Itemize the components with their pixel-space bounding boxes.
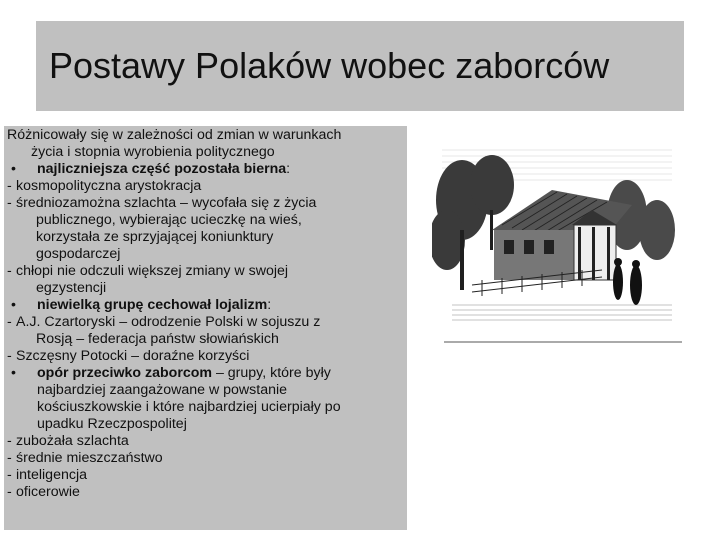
dash-item-text: inteligencja bbox=[16, 467, 87, 483]
dash-item bbox=[4, 195, 407, 263]
dash-glyph: - bbox=[7, 467, 12, 483]
intro-paragraph bbox=[4, 127, 407, 161]
dash-glyph: - bbox=[7, 195, 12, 211]
dash-item-text: gospodarczej bbox=[36, 246, 121, 262]
dash-item bbox=[4, 433, 407, 450]
content-box bbox=[4, 126, 407, 530]
dash-glyph: - bbox=[7, 178, 12, 194]
dash-item-text: oficerowie bbox=[16, 484, 80, 500]
bullet-glyph: • bbox=[11, 161, 16, 177]
dash-item-text: Szczęsny Potocki – doraźne korzyści bbox=[16, 348, 250, 364]
dash-item-text: korzystała ze sprzyjającej koniunktury bbox=[36, 229, 274, 245]
dash-glyph: - bbox=[7, 433, 12, 449]
dash-item bbox=[4, 314, 407, 348]
bullet-resistance-line: upadku Rzeczpospolitej bbox=[37, 416, 187, 432]
dash-item-text: publicznego, wybierając ucieczkę na wieś, bbox=[36, 212, 302, 228]
bullet-loyal-bold: niewielką grupę cechował lojalizm bbox=[37, 297, 268, 313]
dash-glyph: - bbox=[7, 263, 12, 279]
dash-item bbox=[4, 178, 407, 195]
dash-item bbox=[4, 263, 407, 297]
dash-item bbox=[4, 348, 407, 365]
dash-item bbox=[4, 450, 407, 467]
bullet-passive bbox=[4, 161, 407, 178]
bullet-glyph: • bbox=[11, 297, 16, 313]
dash-item-text: średniozamożna szlachta – wycofała się z życia bbox=[16, 195, 317, 211]
bullet-resistance bbox=[4, 365, 407, 433]
intro-line-1: Różnicowały się w zależności od zmian w warunkach bbox=[7, 127, 342, 143]
dash-glyph: - bbox=[7, 484, 12, 500]
slide-title: Postawy Polaków wobec zaborców bbox=[49, 45, 610, 86]
dash-item-text: kosmopolityczna arystokracja bbox=[16, 178, 202, 194]
manor-house-engraving bbox=[432, 130, 690, 350]
dash-glyph: - bbox=[7, 314, 12, 330]
dash-glyph: - bbox=[7, 450, 12, 466]
title-bar bbox=[36, 21, 684, 111]
bullet-passive-bold: najliczniejsza część pozostała bierna bbox=[37, 161, 287, 177]
bullet-resistance-line: najbardziej zaangażowane w powstanie bbox=[37, 382, 288, 398]
bullet-glyph: • bbox=[11, 365, 16, 381]
dash-glyph: - bbox=[7, 348, 12, 364]
bullet-resistance-tail: – grupy, które były bbox=[212, 365, 331, 381]
dash-item bbox=[4, 484, 407, 501]
bullet-loyal-tail: : bbox=[267, 297, 272, 313]
bullet-loyal bbox=[4, 297, 407, 314]
bullet-passive-tail: : bbox=[286, 161, 291, 177]
dash-item-text: egzystencji bbox=[36, 280, 107, 296]
dash-item-text: chłopi nie odczuli większej zmiany w swojej bbox=[16, 263, 289, 279]
dash-item bbox=[4, 467, 407, 484]
dash-item-text: Rosją – federacja państw słowiańskich bbox=[36, 331, 279, 347]
dash-item-text: zubożała szlachta bbox=[16, 433, 129, 449]
bullet-resistance-bold: opór przeciwko zaborcom bbox=[37, 365, 213, 381]
intro-line-2: życia i stopnia wyrobienia politycznego bbox=[31, 144, 275, 160]
dash-item-text: średnie mieszczaństwo bbox=[16, 450, 163, 466]
dash-item-text: A.J. Czartoryski – odrodzenie Polski w sojuszu z bbox=[16, 314, 321, 330]
bullet-resistance-line: kościuszkowskie i które najbardziej ucierpiały po bbox=[37, 399, 341, 415]
